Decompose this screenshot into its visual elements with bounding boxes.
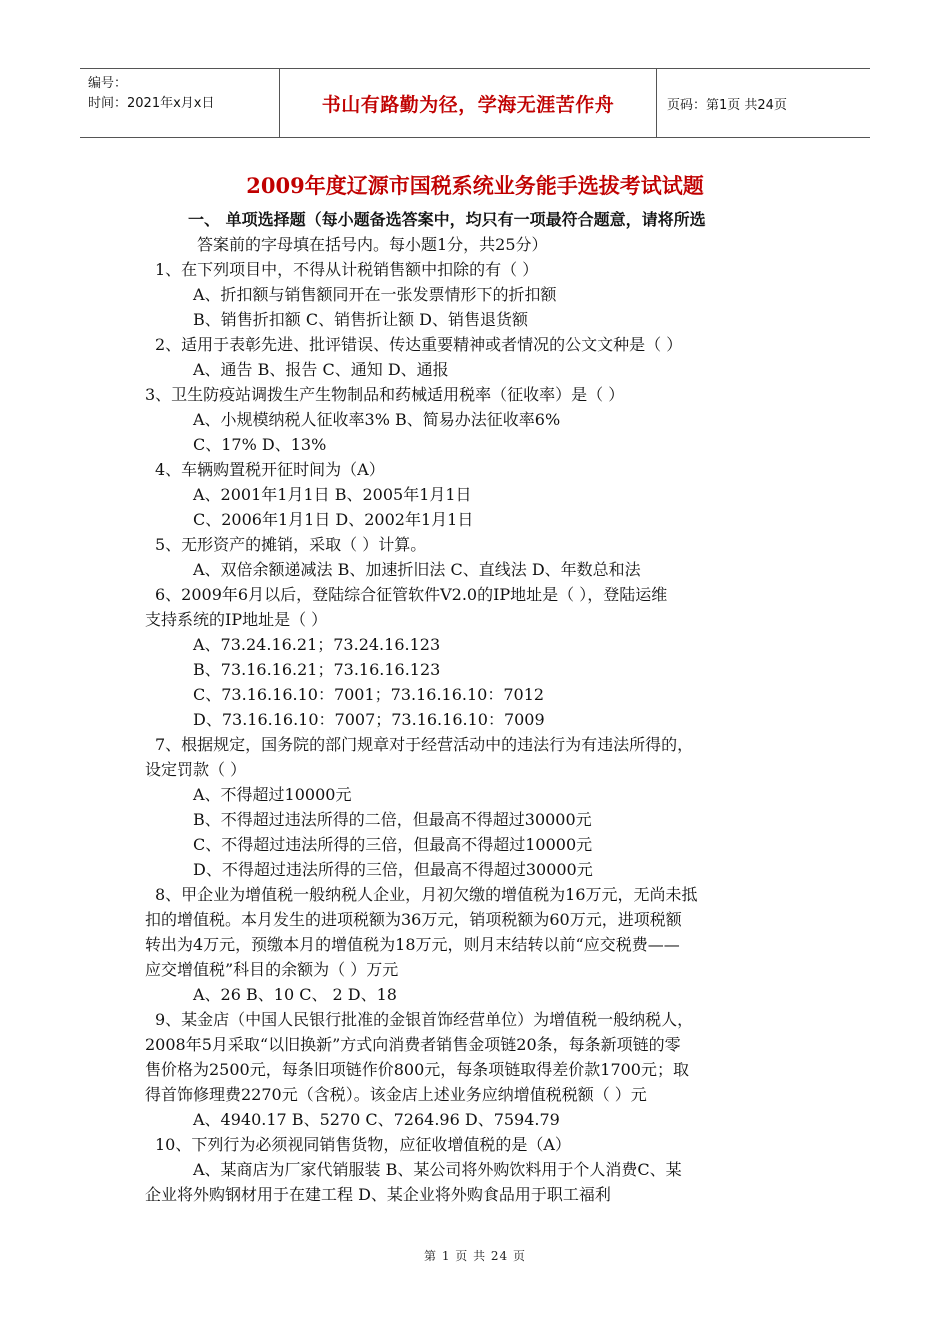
header-motto: 书山有路勤为径，学海无涯苦作舟 xyxy=(280,69,657,137)
question-7-line-1: 7、根据规定，国务院的部门规章对于经营活动中的违法行为有违法所得的， xyxy=(155,735,694,754)
question-4-options-cd: C、2006年1月1日 D、2002年1月1日 xyxy=(193,510,474,529)
question-7-option-b: B、不得超过违法所得的二倍，但最高不得超过30000元 xyxy=(193,810,592,829)
question-10-options-line-2: 企业将外购钢材用于在建工程 D、某企业将外购食品用于职工福利 xyxy=(145,1185,611,1204)
header-page-code: 页码：第1页 共24页 xyxy=(667,97,787,113)
question-9-line-4: 得首饰修理费2270元（含税）。该金店上述业务应纳增值税税额（ ）元 xyxy=(145,1085,647,1104)
question-1-options-bcd: B、销售折扣额 C、销售折让额 D、销售退货额 xyxy=(193,310,529,329)
question-6-option-b: B、73.16.16.21；73.16.16.123 xyxy=(193,660,441,679)
question-5-options: A、双倍余额递减法 B、加速折旧法 C、直线法 D、年数总和法 xyxy=(193,560,641,579)
question-4: 4、车辆购置税开征时间为（A） xyxy=(155,460,385,479)
question-1: 1、在下列项目中，不得从计税销售额中扣除的有（ ） xyxy=(155,260,539,279)
question-10-options-line-1: A、某商店为厂家代销服装 B、某公司将外购饮料用于个人消费C、某 xyxy=(193,1160,682,1179)
header-meta xyxy=(80,69,280,137)
question-8-options: A、26 B、10 C、 2 D、18 xyxy=(193,985,397,1004)
question-6-line-2: 支持系统的IP地址是（ ） xyxy=(145,610,328,629)
exam-title: 2009年度辽源市国税系统业务能手选拔考试试题 xyxy=(246,173,704,198)
section-heading-line-2: 答案前的字母填在括号内。每小题1分，共25分） xyxy=(197,235,548,254)
question-1-option-a: A、折扣额与销售额同开在一张发票情形下的折扣额 xyxy=(193,285,557,304)
question-7-line-2: 设定罚款（ ） xyxy=(145,760,247,779)
question-5: 5、无形资产的摊销，采取（ ）计算。 xyxy=(155,535,427,554)
page-footer: 第 1 页 共 24 页 xyxy=(424,1249,526,1263)
question-9-line-1: 9、某金店（中国人民银行批准的金银首饰经营单位）为增值税一般纳税人， xyxy=(155,1010,694,1029)
question-7-option-d: D、不得超过违法所得的三倍，但最高不得超过30000元 xyxy=(193,860,593,879)
document-number-label: 编号： xyxy=(88,76,128,91)
question-4-options-ab: A、2001年1月1日 B、2005年1月1日 xyxy=(193,485,472,504)
question-3-options-cd: C、17% D、13% xyxy=(193,435,327,454)
section-heading-line-1: 一、 单项选择题（每小题备选答案中，均只有一项最符合题意，请将所选 xyxy=(188,210,706,229)
question-8-line-1: 8、甲企业为增值税一般纳税人企业，月初欠缴的增值税为16万元，无尚未抵 xyxy=(155,885,698,904)
document-time-label: 时间：2021年x月x日 xyxy=(88,96,215,111)
question-6-option-d: D、73.16.16.10：7007；73.16.16.10：7009 xyxy=(193,710,545,729)
question-2-options: A、通告 B、报告 C、通知 D、通报 xyxy=(193,360,449,379)
question-8-line-3: 转出为4万元，预缴本月的增值税为18万元，则月末结转以前“应交税费—— xyxy=(145,935,680,954)
question-10: 10、下列行为必须视同销售货物，应征收增值税的是（A） xyxy=(155,1135,571,1154)
question-7-option-a: A、不得超过10000元 xyxy=(193,785,352,804)
question-8-line-2: 扣的增值税。本月发生的进项税额为36万元，销项税额为60万元，进项税额 xyxy=(145,910,682,929)
question-9-line-3: 售价格为2500元，每条旧项链作价800元，每条项链取得差价款1700元；取 xyxy=(145,1060,689,1079)
question-6-option-c: C、73.16.16.10：7001；73.16.16.10：7012 xyxy=(193,685,545,704)
question-2: 2、适用于表彰先进、批评错误、传达重要精神或者情况的公文文种是（ ） xyxy=(155,335,683,354)
question-9-line-2: 2008年5月采取“以旧换新”方式向消费者销售金项链20条，每条新项链的零 xyxy=(145,1035,681,1054)
question-6-line-1: 6、2009年6月以后，登陆综合征管软件V2.0的IP地址是（ ），登陆运维 xyxy=(155,585,668,604)
question-8-line-4: 应交增值税”科目的余额为（ ）万元 xyxy=(145,960,399,979)
header-table xyxy=(80,68,870,138)
question-9-options: A、4940.17 B、5270 C、7264.96 D、7594.79 xyxy=(193,1110,560,1129)
question-3-options-ab: A、小规模纳税人征收率3% B、简易办法征收率6% xyxy=(193,410,561,429)
question-3: 3、卫生防疫站调拨生产生物制品和药械适用税率（征收率）是（ ） xyxy=(145,385,625,404)
question-6-option-a: A、73.24.16.21；73.24.16.123 xyxy=(193,635,441,654)
question-7-option-c: C、不得超过违法所得的三倍，但最高不得超过10000元 xyxy=(193,835,593,854)
